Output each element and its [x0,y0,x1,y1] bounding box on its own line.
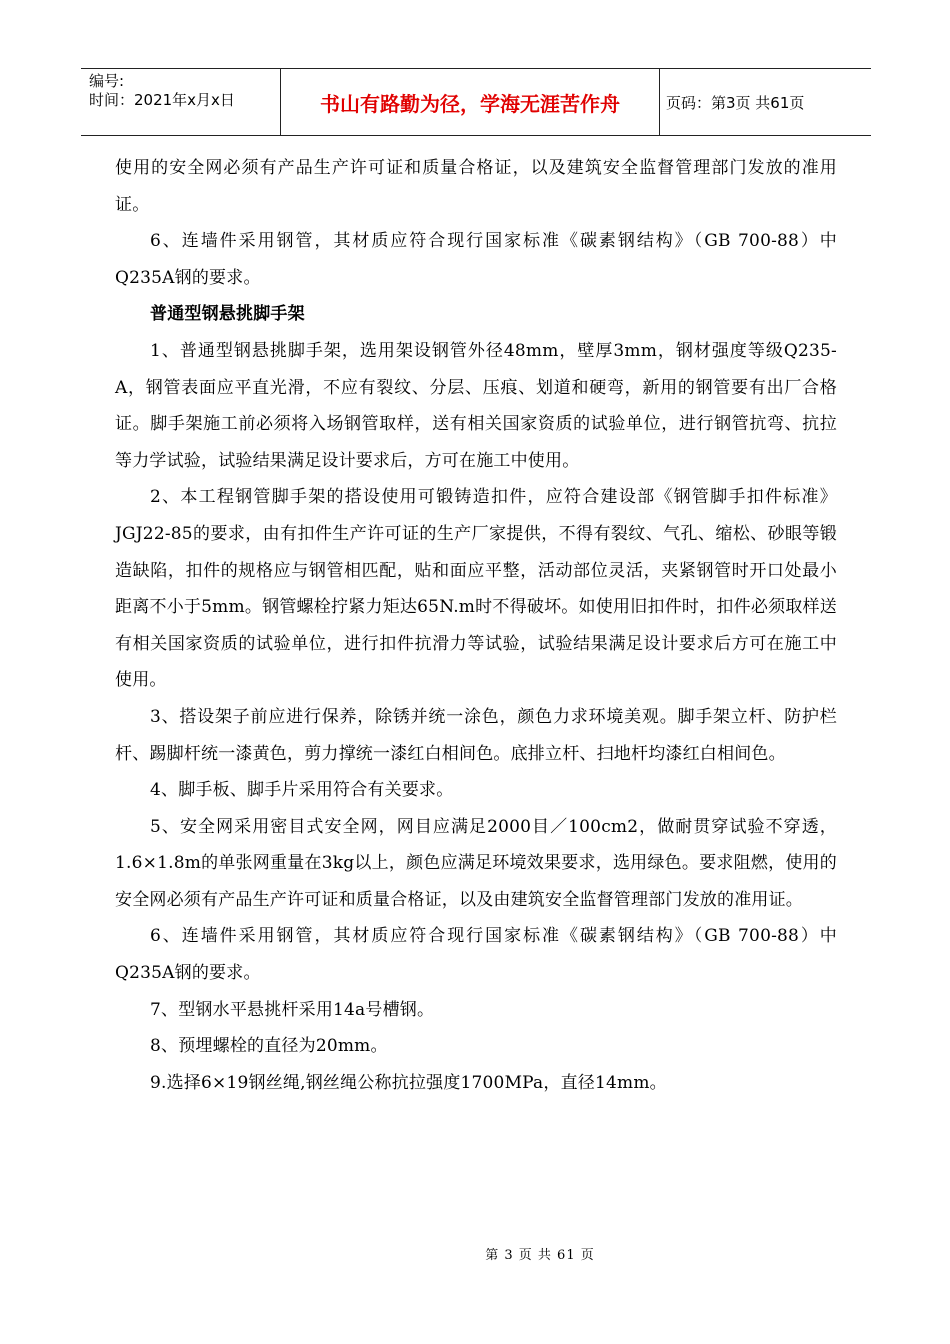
header-motto: 书山有路勤为径，学海无涯苦作舟 [281,69,660,135]
header-page-label: 页码：第3页 共61页 [666,93,805,112]
body-paragraph: 使用的安全网必须有产品生产许可证和质量合格证，以及建筑安全监督管理部门发放的准用证。 [115,158,837,215]
section-heading: 普通型钢悬挑脚手架 [150,304,305,325]
body-paragraph: 6、连墙件采用钢管，其材质应符合现行国家标准《碳素钢结构》（GB 700-88）中Q235A钢的要求。 [115,926,837,984]
body-paragraph: 6、连墙件采用钢管，其材质应符合现行国家标准《碳素钢结构》（GB 700-88）中Q235A钢的要求。 [115,231,837,288]
body-paragraph: 5、安全网采用密目式安全网，网目应满足2000目／100cm2，做耐贯穿试验不穿透，1.6×1.8m的单张网重量在3kg以上，颜色应满足环境效果要求，选用绿色。要求阻燃，使用的安全网必须有产品生产许可证和质量合格证，以及由建筑安全监督管理部门发放的准用证。 [115,816,837,910]
body-paragraph: 9.选择6×19钢丝绳,钢丝绳公称抗拉强度1700MPa，直径14mm。 [150,1072,667,1093]
document-header [81,68,871,136]
body-paragraph: 4、脚手板、脚手片采用符合有关要求。 [150,780,454,801]
header-meta [81,69,281,135]
body-paragraph: 2、本工程钢管脚手架的搭设使用可锻铸造扣件，应符合建设部《钢管脚手扣件标准》JGJ22-85的要求，由有扣件生产许可证的生产厂家提供，不得有裂纹、气孔、缩松、砂眼等锻造缺陷，扣件的规格应与钢管相匹配，贴和面应平整，活动部位灵活，夹紧钢管时开口处最小距离不小于5mm。钢管螺栓拧紧力矩达65N.m时不得破坏。如使用旧扣件时，扣件必须取样送有相关国家资质的试验单位，进行扣件抗滑力等试验，试验结果满足设计要求后方可在施工中使用。 [115,487,837,691]
body-paragraph: 1、普通型钢悬挑脚手架，选用架设钢管外径48mm，壁厚3mm，钢材强度等级Q235-A，钢管表面应平直光滑，不应有裂纹、分层、压痕、划道和硬弯，新用的钢管要有出厂合格证。脚手架施工前必须将入场钢管取样，送有相关国家资质的试验单位，进行钢管抗弯、抗拉等力学试验，试验结果满足设计要求后，方可在施工中使用。 [115,340,837,471]
document-date-label: 时间：2021年x月x日 [89,91,235,109]
body-paragraph: 8、预埋螺栓的直径为20mm。 [150,1036,388,1057]
body-paragraph: 7、型钢水平悬挑杆采用14a号槽钢。 [150,999,435,1020]
document-body [115,150,837,1101]
body-paragraph: 3、搭设架子前应进行保养，除锈并统一涂色，颜色力求环境美观。脚手架立杆、防护栏杆、踢脚杆统一漆黄色，剪力撑统一漆红白相间色。底排立杆、扫地杆均漆红白相间色。 [115,706,837,764]
page-footer: 第 3 页 共 61 页 [485,1248,595,1263]
document-number-label: 编号: [89,72,125,90]
